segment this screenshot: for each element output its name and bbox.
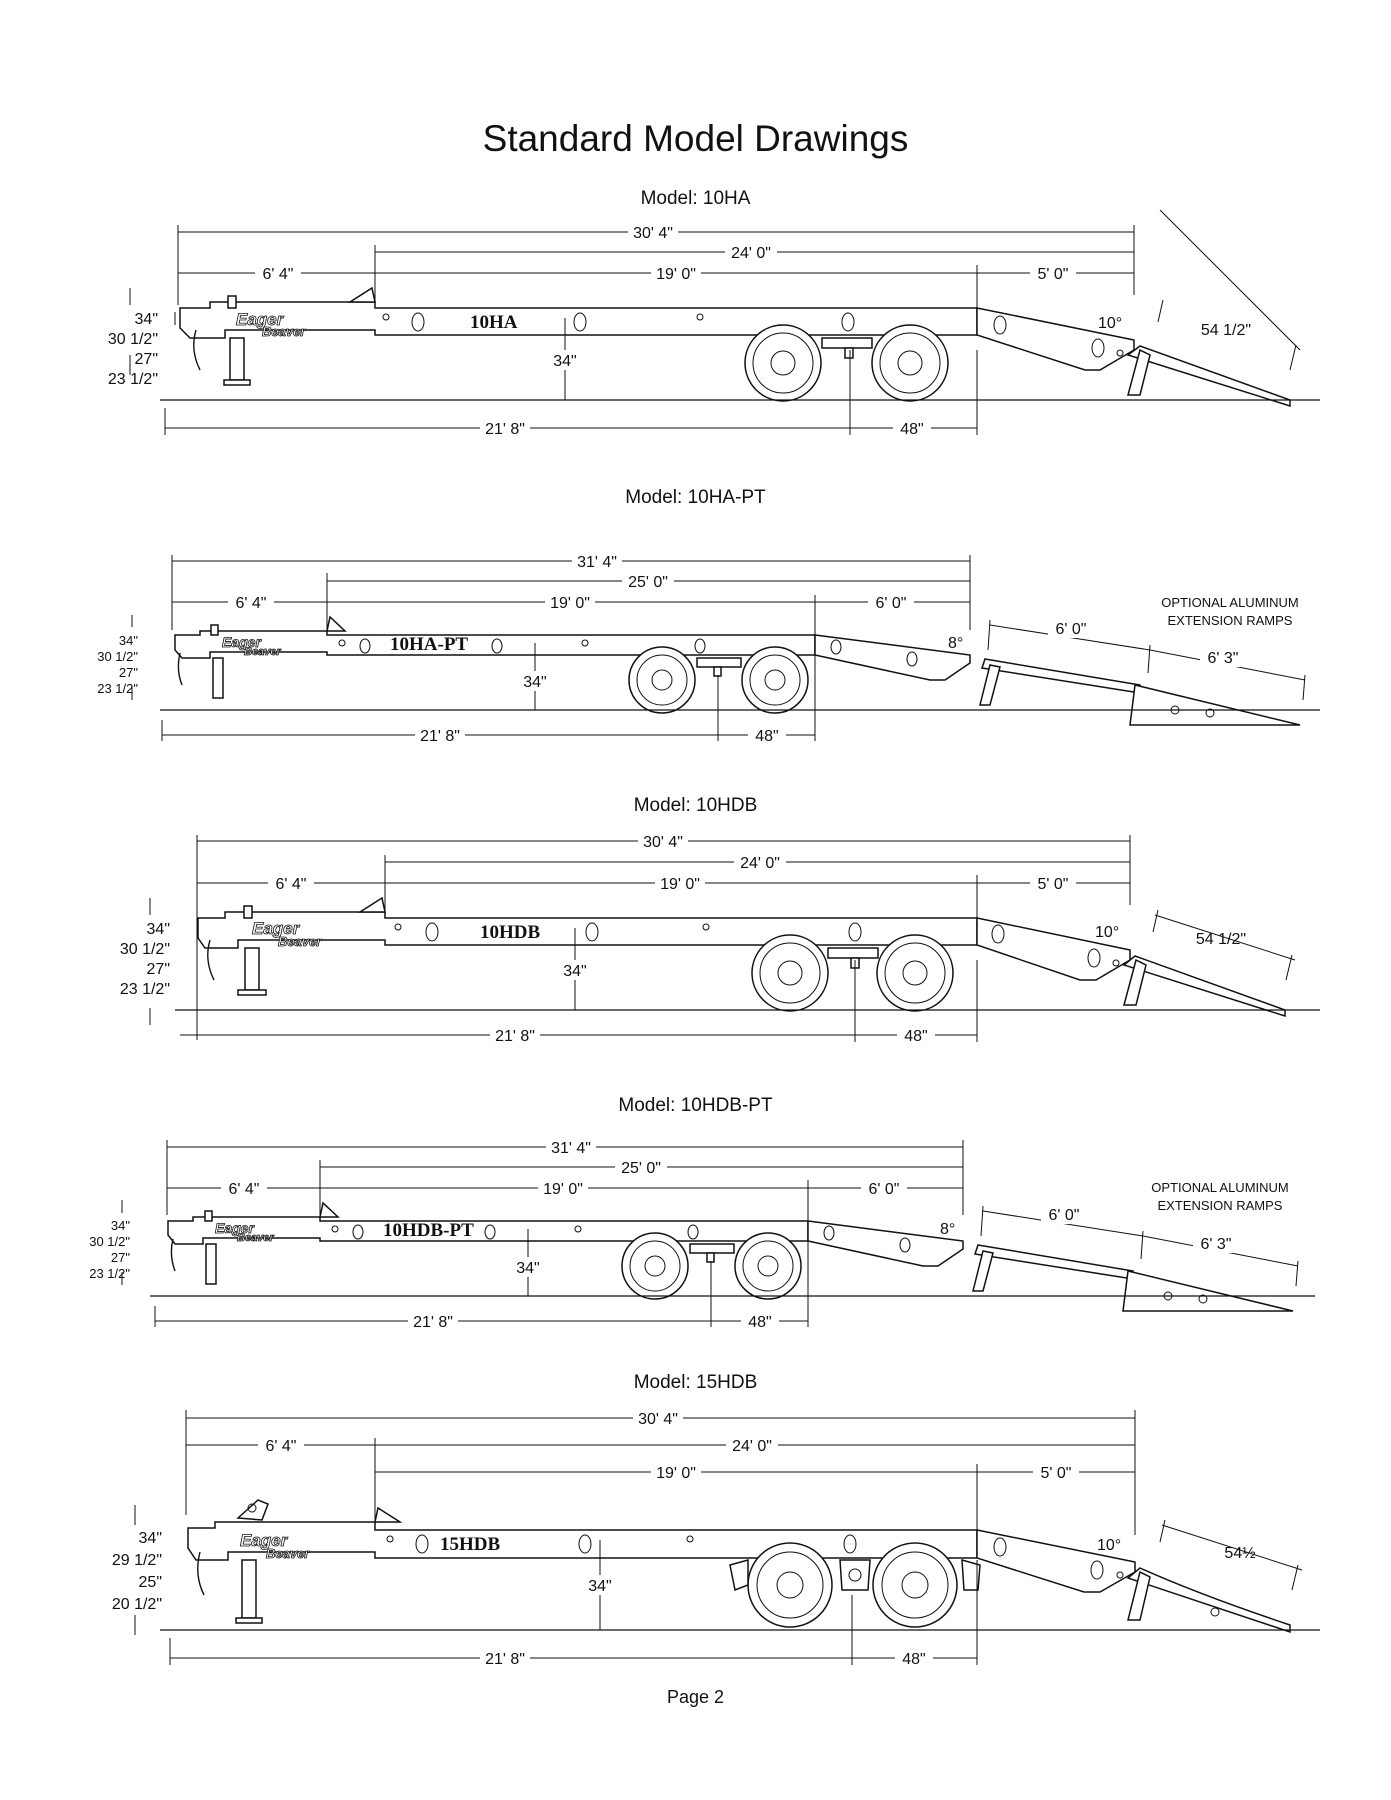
page-number: Page 2 [666,1687,725,1707]
deck-label-10ha: 10HA [470,312,518,333]
svg-text:19' 0": 19' 0" [660,876,700,893]
svg-text:54½: 54½ [1224,1545,1256,1562]
coupler-height-4: 23 1/2" [107,371,158,388]
svg-text:Eager: Eager [215,1220,254,1236]
svg-text:30' 4": 30' 4" [638,1411,678,1428]
svg-text:25": 25" [138,1574,162,1591]
tail-angle: 10° [1098,315,1123,332]
drawing-15hdb [0,1400,1391,1670]
drawing-10hdb-pt [0,1135,1391,1335]
svg-text:10°: 10° [1095,924,1120,941]
svg-text:8°: 8° [940,1221,956,1238]
svg-text:OPTIONAL ALUMINUM: OPTIONAL ALUMINUM [1151,1180,1289,1195]
svg-text:21' 8": 21' 8" [485,1651,525,1668]
coupler-height-3: 27" [134,351,158,368]
svg-text:25' 0": 25' 0" [628,574,668,591]
svg-text:27": 27" [110,1250,130,1265]
svg-text:31' 4": 31' 4" [551,1140,591,1157]
svg-text:27": 27" [146,961,170,978]
deck-label-10ha-pt: 10HA-PT [390,634,469,655]
brand-logo: Eager [236,310,284,329]
svg-text:34": 34" [138,1530,162,1547]
svg-text:54 1/2": 54 1/2" [1195,931,1247,948]
svg-text:19' 0": 19' 0" [550,595,590,612]
svg-text:Beaver: Beaver [278,934,322,949]
drawing-10hdb [0,830,1391,1050]
svg-text:34": 34" [516,1260,540,1277]
svg-text:Beaver: Beaver [237,1232,274,1244]
svg-text:34": 34" [523,674,547,691]
svg-text:19' 0": 19' 0" [656,1465,696,1482]
dim-overall-length: 30' 4" [633,225,673,242]
svg-text:6' 4": 6' 4" [265,1438,297,1455]
model-title-15hdb: Model: 15HDB [633,1372,758,1393]
coupler-height-1: 34" [134,311,158,328]
svg-text:6' 4": 6' 4" [235,595,267,612]
svg-text:48": 48" [902,1651,926,1668]
svg-text:EXTENSION RAMPS: EXTENSION RAMPS [1157,1198,1283,1213]
svg-text:34": 34" [146,921,170,938]
model-title-10hdb: Model: 10HDB [633,795,758,816]
svg-text:23 1/2": 23 1/2" [89,1266,130,1281]
drawing-10ha [0,210,1391,440]
svg-text:Eager: Eager [240,1531,288,1550]
svg-text:27": 27" [118,665,138,680]
ramp-length: 54 1/2" [1200,322,1252,339]
dim-flat-length: 19' 0" [656,266,696,283]
svg-text:6' 0": 6' 0" [1055,621,1087,638]
svg-text:23 1/2": 23 1/2" [97,681,138,696]
svg-text:48": 48" [755,728,779,745]
ramps-note-line1: OPTIONAL ALUMINUM [1161,595,1299,610]
svg-text:34": 34" [118,633,138,648]
page-title: Standard Model Drawings [482,118,909,159]
deck-label-10hdb-pt: 10HDB-PT [383,1220,474,1241]
svg-text:21' 8": 21' 8" [420,728,460,745]
svg-text:10°: 10° [1097,1537,1122,1554]
svg-text:48": 48" [904,1028,928,1045]
svg-text:34": 34" [563,963,587,980]
ramp-extension-length: 6' 3" [1207,650,1239,667]
svg-text:5' 0": 5' 0" [1040,1465,1072,1482]
dim-tail-length: 5' 0" [1037,266,1069,283]
svg-text:21' 8": 21' 8" [413,1314,453,1331]
svg-text:Beaver: Beaver [266,1546,310,1561]
svg-text:30 1/2": 30 1/2" [97,649,138,664]
svg-text:25' 0": 25' 0" [621,1160,661,1177]
svg-text:34": 34" [110,1218,130,1233]
drawing-10ha-pt [0,555,1391,745]
svg-text:Eager: Eager [222,634,261,650]
dim-neck-length: 6' 4" [262,266,294,283]
svg-text:29 1/2": 29 1/2" [111,1552,162,1569]
svg-text:6' 3": 6' 3" [1200,1236,1232,1253]
deck-height: 34" [553,353,577,370]
coupler-height-2: 30 1/2" [107,331,158,348]
dim-axle-spread: 48" [900,421,924,438]
svg-text:30' 4": 30' 4" [643,834,683,851]
svg-text:30 1/2": 30 1/2" [119,941,170,958]
dim-deck-length: 24' 0" [731,245,771,262]
dim-hitch-to-axle: 21' 8" [485,421,525,438]
svg-text:20 1/2": 20 1/2" [111,1596,162,1613]
ramps-note-line2: EXTENSION RAMPS [1167,613,1293,628]
svg-text:Eager: Eager [252,919,300,938]
svg-text:24' 0": 24' 0" [740,855,780,872]
model-title-10hdb-pt: Model: 10HDB-PT [618,1095,773,1116]
svg-text:6' 4": 6' 4" [228,1181,260,1198]
svg-text:48": 48" [748,1314,772,1331]
svg-text:5' 0": 5' 0" [1037,876,1069,893]
svg-text:34": 34" [588,1578,612,1595]
model-title-10ha: Model: 10HA [640,188,751,209]
svg-text:19' 0": 19' 0" [543,1181,583,1198]
axle-wheels [745,325,948,401]
svg-text:Beaver: Beaver [262,324,306,339]
svg-text:30 1/2": 30 1/2" [89,1234,130,1249]
svg-text:8°: 8° [948,635,964,652]
svg-text:6' 0": 6' 0" [875,595,907,612]
deck-label-10hdb: 10HDB [480,922,541,943]
model-title-10ha-pt: Model: 10HA-PT [625,487,766,508]
svg-text:6' 0": 6' 0" [1048,1207,1080,1224]
svg-text:24' 0": 24' 0" [732,1438,772,1455]
svg-text:6' 4": 6' 4" [275,876,307,893]
svg-text:Beaver: Beaver [244,646,281,658]
svg-text:6' 0": 6' 0" [868,1181,900,1198]
svg-text:31' 4": 31' 4" [577,554,617,571]
svg-text:21' 8": 21' 8" [495,1028,535,1045]
deck-label-15hdb: 15HDB [440,1534,501,1555]
svg-text:23 1/2": 23 1/2" [119,981,170,998]
